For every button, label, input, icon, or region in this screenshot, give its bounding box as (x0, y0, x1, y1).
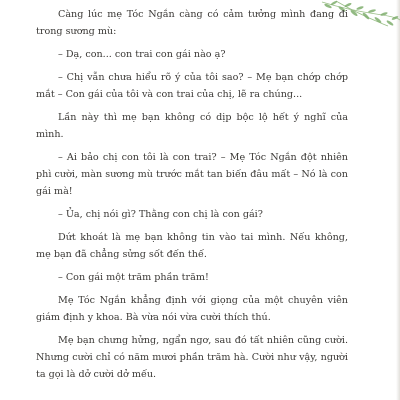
paragraph-8: – Con gái một trăm phần trăm! (58, 272, 209, 283)
paragraph-7: Dứt khoát là mẹ bạn không tin vào tai mình. Nếu không, mẹ bạn đã chẳng sửng sốt đến thế. (36, 232, 348, 260)
paragraph-9: Mẹ Tóc Ngắn khẳng định với giọng của một chuyên viên giám định y khoa. Bà vừa nói vừa cười thích thú. (36, 295, 348, 323)
paragraph-2: – Dạ, con... con trai con gái nào ạ? (58, 49, 226, 60)
page-edge-shadow (396, 0, 400, 400)
book-page (36, 6, 348, 389)
paragraph-5: – Ai bảo chị con tôi là con trai? – Mẹ Tóc Ngắn đột nhiên phì cười, màn sương mù trước mắt tan biến đâu mất – Nó là con gái mà! (36, 152, 348, 197)
paragraph-1: Càng lúc mẹ Tóc Ngắn càng có cảm tưởng mình đang đi trong sương mù: (36, 9, 348, 37)
paragraph-3: – Chị vẫn chưa hiểu rõ ý của tôi sao? – Mẹ bạn chớp chớp mắt – Con gái của tôi và con trai của chị, lẽ ra chúng... (36, 72, 348, 100)
paragraph-10: Mẹ bạn chưng hửng, ngẩn ngơ, sau đó tất nhiên cũng cười. Nhưng cười chỉ có năm mươi phần trăm hà. Cười như vậy, người ta gọi là dở cười dở mếu. (36, 335, 348, 380)
paragraph-6: – Ủa, chị nói gì? Thằng con chị là con gái? (58, 209, 263, 220)
paragraph-4: Lần này thì mẹ bạn không có dịp bộc lộ hết ý nghĩ của mình. (36, 112, 348, 140)
